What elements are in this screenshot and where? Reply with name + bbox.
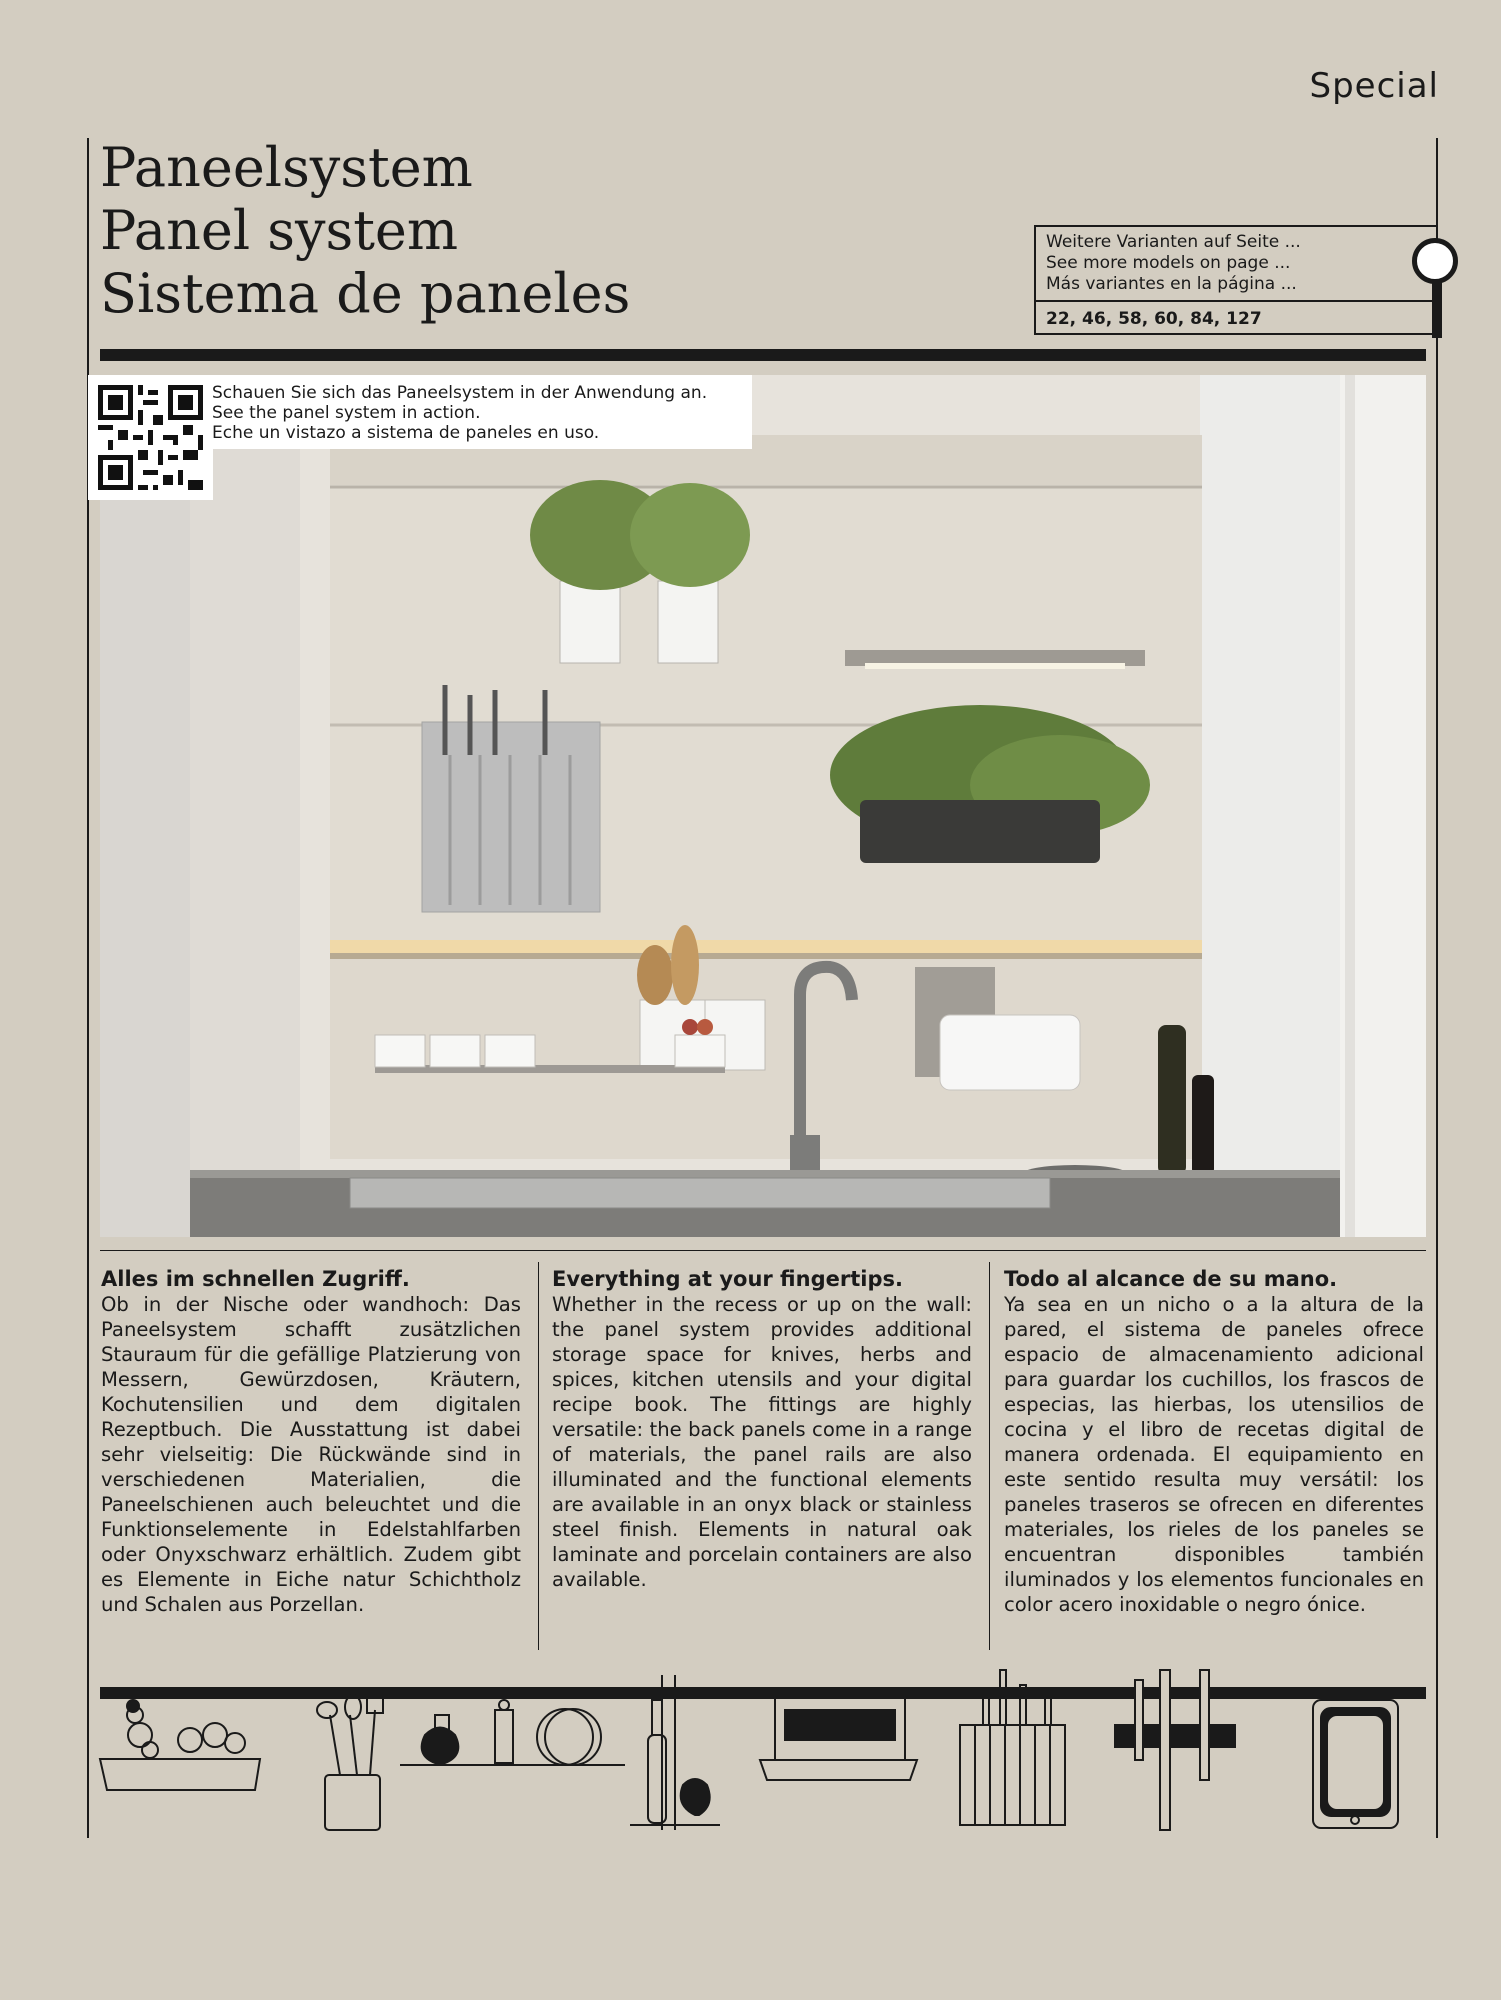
column-en bbox=[552, 1266, 972, 1592]
column-heading-en: Everything at your fingertips. bbox=[552, 1267, 903, 1291]
variants-line-es: Más variantes en la página ... bbox=[1046, 274, 1297, 294]
qr-caption-en: See the panel system in action. bbox=[212, 403, 481, 423]
column-heading-es: Todo al alcance de su mano. bbox=[1004, 1267, 1338, 1291]
tablet-holder-icon bbox=[1313, 1700, 1398, 1828]
utensil-holder-icon bbox=[317, 1695, 383, 1830]
magnetic-knife-rail-icon bbox=[1115, 1670, 1235, 1830]
herb-planter-icon bbox=[100, 1700, 260, 1790]
column-body-es: Ya sea en un nicho o a la altura de la pared, el sistema de paneles ofrece espacio de almacenamiento adicional para guardar los cuchillos, los frascos de especias, las hierbas, los utensilios de cocina y el libro de recetas digital de manera ordenada. El equipamiento en este sentido resulta muy versátil: los paneles traseros se ofrecen en diferentes materiales, los rieles de los paneles se encuentran disponibles también iluminados y los elementos funcionales en color acero inoxidable o negro ónice. bbox=[1004, 1293, 1424, 1616]
column-body-de: Ob in der Nische oder wandhoch: Das Paneelsystem schafft zusätzlichen Stauraum für die gefällige Platzierung von Messern, Gewürzdosen, Kräutern, Kochutensilien und dem digitalen Rezeptbuch. Die Ausstattung ist dabei sehr vielseitig: Die Rückwände sind in verschiedenen Materialien, die Paneelschienen auch beleuchtet und die Funktionselemente in Edelstahlfarben oder Onyxschwarz erhältlich. Zudem gibt es Elemente in Eiche natur Schichtholz und Schalen aus Porzellan. bbox=[101, 1293, 521, 1616]
title-en: Panel system bbox=[100, 199, 459, 262]
lit-shelf-icon bbox=[760, 1695, 917, 1780]
kitchen-photo bbox=[100, 375, 1426, 1237]
knife-block-icon bbox=[960, 1670, 1065, 1825]
accessory-illustration bbox=[95, 1655, 1435, 1835]
spice-shelf-icon bbox=[400, 1700, 625, 1765]
variants-line-en: See more models on page ... bbox=[1046, 253, 1291, 273]
right-frame-line bbox=[1436, 138, 1438, 1838]
variants-line-de: Weitere Varianten auf Seite ... bbox=[1046, 232, 1301, 252]
magnifier-icon bbox=[1412, 238, 1458, 284]
title-es: Sistema de paneles bbox=[100, 262, 631, 325]
variants-box bbox=[1034, 225, 1438, 335]
header-rule bbox=[100, 349, 1426, 361]
section-label: Special bbox=[1309, 66, 1439, 106]
qr-code-icon[interactable] bbox=[88, 375, 213, 500]
qr-caption-de: Schauen Sie sich das Paneelsystem in der Anwendung an. bbox=[212, 383, 708, 403]
column-body-en: Whether in the recess or up on the wall: the panel system provides additional storage space for knives, herbs and spices, kitchen utensils and your digital recipe book. The fittings are highly versatile: the back panels come in a range of materials, the panel rails are also illuminated and the functional elements are available in an onyx black or stainless steel finish. Elements in natural oak laminate and porcelain containers are also available. bbox=[552, 1293, 972, 1591]
column-de bbox=[101, 1266, 521, 1617]
bottle-rail-icon bbox=[630, 1675, 720, 1830]
page-title bbox=[100, 136, 630, 325]
title-de: Paneelsystem bbox=[100, 136, 473, 199]
column-divider bbox=[989, 1262, 990, 1650]
qr-caption-es: Eche un vistazo a sistema de paneles en uso. bbox=[212, 423, 600, 443]
magnifier-handle bbox=[1432, 282, 1442, 338]
variants-pages[interactable]: 22, 46, 58, 60, 84, 127 bbox=[1046, 309, 1262, 329]
column-es bbox=[1004, 1266, 1424, 1617]
column-divider bbox=[538, 1262, 539, 1650]
column-top-rule bbox=[100, 1250, 1426, 1251]
qr-caption bbox=[212, 383, 707, 443]
column-heading-de: Alles im schnellen Zugriff. bbox=[101, 1267, 410, 1291]
